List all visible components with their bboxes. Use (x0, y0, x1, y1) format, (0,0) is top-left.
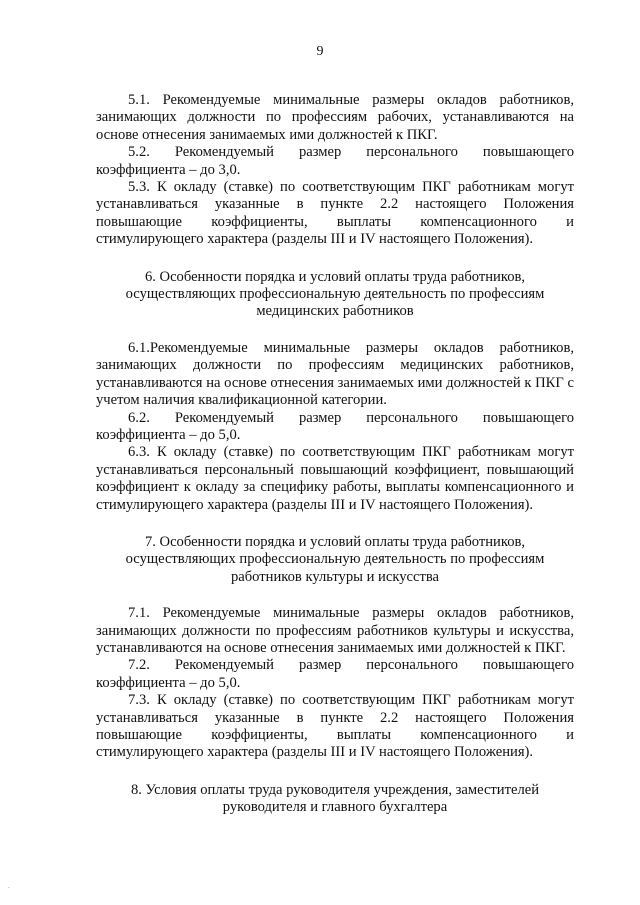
paragraph-7-2-line2: коэффициента – до 5,0. (96, 674, 241, 691)
paragraph-6-3: 6.3. К окладу (ставке) по соответствующим ПКГ работникам могут устанавливаться персональный повышающий коэффициент, повышающий коэффициент к окладу за специфику работы, выплаты компенсационного и стимулирующего характера (разделы III и IV настоящего Положения). (96, 444, 574, 513)
document-body (96, 92, 574, 817)
paragraph-6-2-line2: коэффициента – до 5,0. (96, 426, 241, 443)
paragraph-7-1: 7.1. Рекомендуемые минимальные размеры окладов работников, занимающих должности по профессиям работников культуры и искусства, устанавливаются на основе отнесения занимаемых ими должностей к ПКГ. (96, 605, 574, 656)
page-number: 9 (316, 44, 324, 59)
paragraph-7-3-tail: стимулирующего характера (разделы III и IV настоящего Положения). (96, 744, 534, 761)
paragraph-7-3 (96, 692, 574, 762)
paragraph-7-2-line1: 7.2. Рекомендуемый размер персонального повышающего (128, 657, 574, 674)
section-8-heading: 8. Условия оплаты труда руководителя учреждения, заместителей руководителя и главного бухгалтера (130, 781, 540, 816)
paragraph-5-2-line2: коэффициента – до 3,0. (96, 161, 241, 178)
section-7-heading: 7. Особенности порядка и условий оплаты труда работников, осуществляющих профессиональную деятельность по профессиям работников культуры и искусства (125, 533, 545, 585)
paragraph-5-2-line1: 5.2. Рекомендуемый размер персонального повышающего (128, 144, 574, 161)
paragraph-5-1: 5.1. Рекомендуемые минимальные размеры окладов работников, занимающих должности по профессиям рабочих, устанавливаются на основе отнесения занимаемых ими должностей к ПКГ. (96, 92, 574, 143)
paragraph-6-2-line1: 6.2. Рекомендуемый размер персонального повышающего (128, 409, 574, 426)
paragraph-5-3-tail: стимулирующего характера (разделы III и IV настоящего Положения). (96, 231, 534, 248)
section-6-heading: 6. Особенности порядка и условий оплаты труда работников, осуществляющих профессиональную деятельность по профессиям медицинских работников (125, 268, 545, 320)
paragraph-5-3 (96, 179, 574, 249)
paragraph-6-1: 6.1.Рекомендуемые минимальные размеры окладов работников, занимающих должности по профессиям медицинских работников, устанавливаются на основе отнесения занимаемых ими должностей к ПКГ с учетом наличия квалификационной категории. (96, 339, 574, 409)
corner-mark: . (8, 882, 10, 890)
paragraph-5-3-body: 5.3. К окладу (ставке) по соответствующим ПКГ работникам могут устанавливаться указанные в пункте 2.2 настоящего Положения повышающие коэффициенты, выплаты компенсационного и (96, 179, 574, 230)
paragraph-7-3-body: 7.3. К окладу (ставке) по соответствующим ПКГ работникам могут устанавливаться указанные в пункте 2.2 настоящего Положения повышающие коэффициенты, выплаты компенсационного и (96, 692, 574, 743)
